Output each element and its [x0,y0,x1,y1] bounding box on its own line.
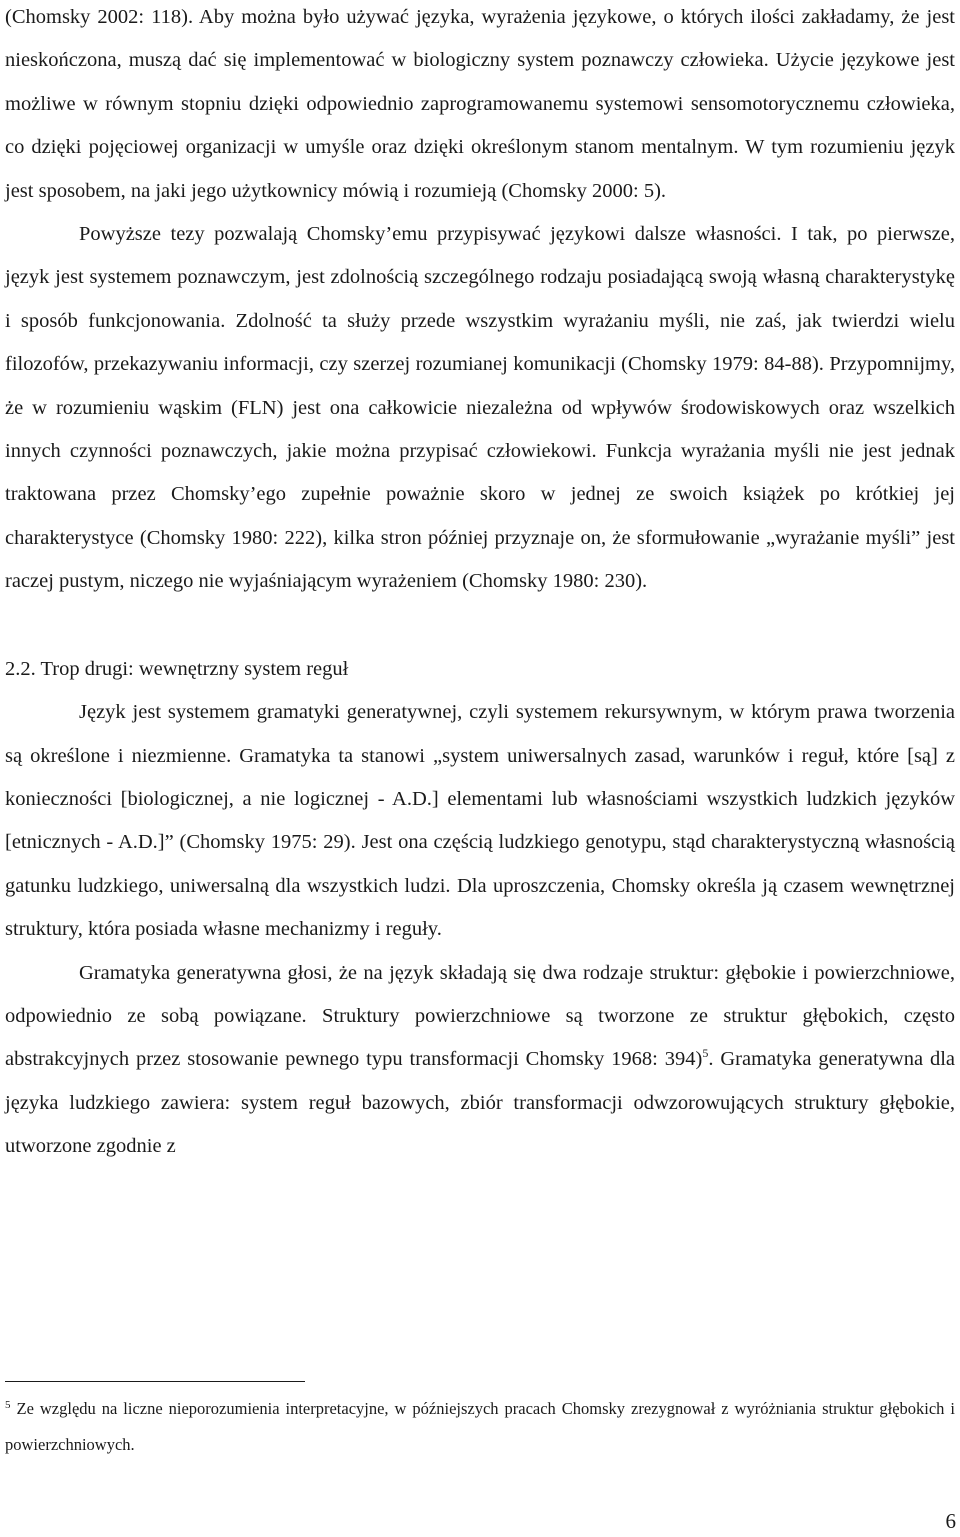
section-heading: 2.2. Trop drugi: wewnętrzny system reguł [5,657,349,680]
paragraph-2: Powyższe tezy pozwalają Chomsky’emu przypisywać językowi dalsze własności. I tak, po pierwsze, język jest systemem poznawczym, jest zdolnością szczególnego rodzaju posiadającą swoją własną charakterystykę i sposób funkcjonowania. Zdolność ta służy przede wszystkim wyrażaniu myśli, nie zaś, jak twierdzi wielu filozofów, przekazywaniu informacji, czy szerzej rozumianej komunikacji (Chomsky 1979: 84-88). Przypomnijmy, że w rozumieniu wąskim (FLN) jest ona całkowicie niezależna od wpływów środowiskowych oraz wszelkich innych czynności poznawczych, jakie można przypisać człowiekowi. Funkcja wyrażania myśli nie jest jednak traktowana przez Chomsky’ego zupełnie poważnie skoro w jednej ze swoich książek po krótkiej jej charakterystyce (Chomsky 1980: 222), kilka stron później przyznaje on, że sformułowanie „wyrażanie myśli” jest raczej pustym, niczego nie wyjaśniającym wyrażeniem (Chomsky 1980: 230). [5,223,955,593]
page-body [5,0,955,1169]
paragraph-4-text-before-note: Gramatyka generatywna głosi, że na język składają się dwa rodzaje struktur: głębokie i powierzchniowe, odpowiednio ze sobą powiązane. Struktury powierzchniowe są tworzone ze struktur głębokich, często abstrakcyjnych przez stosowanie pewnego typu transformacji Chomsky 1968: 394) [5,961,955,1071]
footnote-separator [5,1381,305,1382]
paragraph-4 [5,952,955,1169]
footnote [5,1391,955,1463]
paragraph-3: Język jest systemem gramatyki generatywnej, czyli systemem rekursywnym, w którym prawa tworzenia są określone i niezmienne. Gramatyka ta stanowi „system uniwersalnych zasad, warunków i reguł, które [są] z konieczności [biologicznej, a nie logicznej - A.D.] elementami lub własnościami wszystkich ludzkich języków [etnicznych - A.D.]” (Chomsky 1975: 29). Jest ona częścią ludzkiego genotypu, stąd charakterystyczną własnością gatunku ludzkiego, uniwersalną dla wszystkich ludzi. Dla uproszczenia, Chomsky określa ją czasem wewnętrznej struktury, która posiada własne mechanizmy i reguły. [5,701,955,941]
paragraph-1: (Chomsky 2002: 118). Aby można było używać języka, wyrażenia językowe, o których ilości zakładamy, że jest nieskończona, muszą dać się implementować w biologiczny system poznawczy człowieka. Użycie językowe jest możliwe w równym stopniu dzięki odpowiednio zaprogramowanemu systemowi sensomotorycznemu człowieka, co dzięki pojęciowej organizacji w umyśle oraz dzięki określonym stanom mentalnym. W tym rozumieniu język jest sposobem, na jaki jego użytkownicy mówią i rozumieją (Chomsky 2000: 5). [5,6,955,202]
paragraph-4-text-after-note: . Gramatyka generatywna dla języka ludzkiego zawiera: system reguł bazowych, zbiór transformacji odwzorowujących struktury głębokie, utworzone zgodnie z [5,1048,955,1158]
footnote-mark: 5 [5,1398,11,1411]
footnote-reference[interactable]: 5 [702,1046,709,1061]
page-number: 6 [945,1509,956,1533]
footnote-text: Ze względu na liczne nieporozumienia interpretacyjne, w późniejszych pracach Chomsky zrezygnował z wyróżniania struktur głębokich i powierzchniowych. [5,1399,955,1454]
